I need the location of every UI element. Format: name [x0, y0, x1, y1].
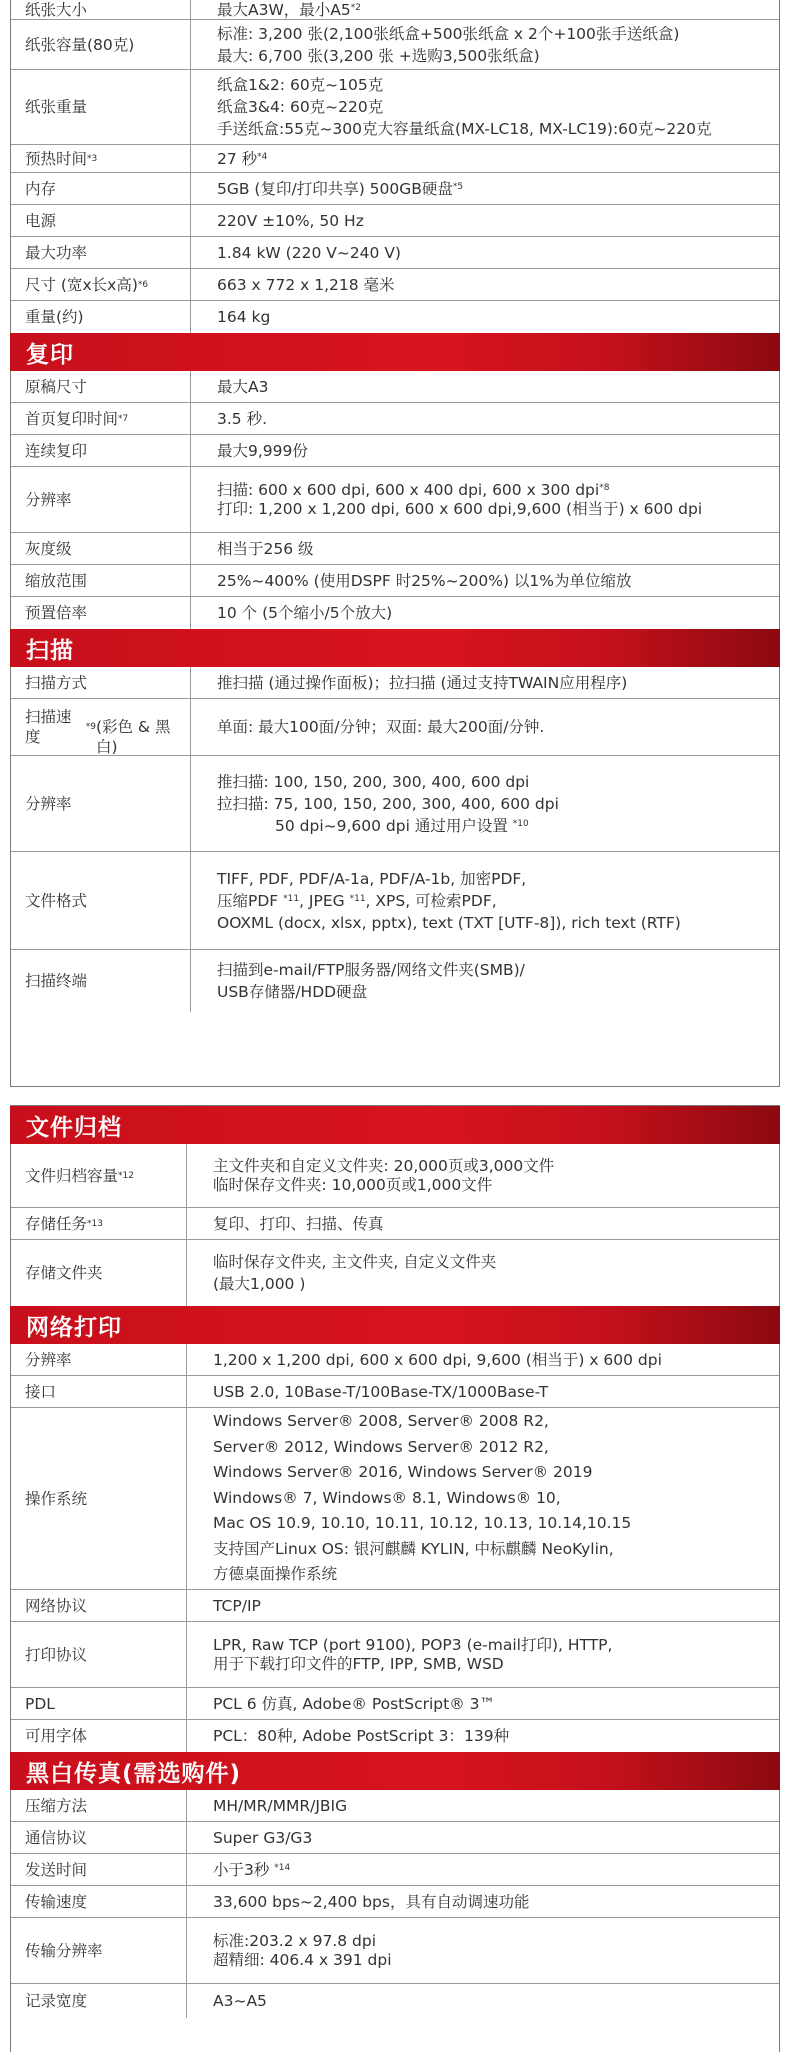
row-label: 发送时间 — [11, 1854, 187, 1885]
row-label: 分辨率 — [11, 756, 191, 851]
row-label: 扫描方式 — [11, 667, 191, 698]
row-value: Windows Server® 2008, Server® 2008 R2, — [213, 1412, 549, 1431]
section-header-filing: 文件归档 — [10, 1106, 780, 1144]
row-value: 扫描到e-mail/FTP服务器/网络文件夹(SMB)/ — [217, 961, 525, 979]
section-header-copy: 复印 — [10, 333, 780, 371]
row-value: A3~A5 — [213, 1992, 267, 2010]
row-label: 纸张容量(80克) — [11, 20, 191, 69]
row-label: 预置倍率 — [11, 597, 191, 629]
spec-row-stored-jobs — [11, 1208, 779, 1240]
section-header-fax: 黑白传真(需选购件) — [10, 1752, 780, 1790]
row-value: 方德桌面操作系统 — [213, 1565, 338, 1584]
row-label: 通信协议 — [11, 1822, 187, 1853]
row-label: 缩放范围 — [11, 565, 191, 596]
row-value: TIFF, PDF, PDF/A-1a, PDF/A-1b, 加密PDF, — [217, 869, 527, 888]
spec-row-transmission-speed — [11, 1886, 779, 1918]
spec-row-paper-capacity — [11, 20, 779, 70]
row-label: 预热时间 *3 — [11, 145, 191, 172]
spec-row-interface — [11, 1376, 779, 1408]
row-value: 相当于256 级 — [217, 539, 314, 558]
row-value: 1.84 kW (220 V~240 V) — [217, 243, 401, 262]
spec-row-paper-size — [11, 0, 779, 20]
row-label: 扫描终端 — [11, 950, 191, 1012]
spec-table-filing-print-fax — [10, 1105, 780, 2052]
spec-row-original-size — [11, 371, 779, 403]
spec-row-comm-protocol — [11, 1822, 779, 1854]
footnote-marker: *2 — [350, 2, 361, 13]
row-value: MH/MR/MMR/JBIG — [213, 1796, 348, 1815]
row-value: LPR, Raw TCP (port 9100), POP3 (e-mail打印), HTTP, — [213, 1635, 613, 1654]
row-label: 接口 — [11, 1376, 187, 1407]
spec-row-zoom-range — [11, 565, 779, 597]
spec-row-max-power — [11, 237, 779, 269]
row-label: 压缩方法 — [11, 1790, 187, 1821]
row-value: 复印、打印、扫描、传真 — [213, 1214, 384, 1233]
row-value: 33,600 bps~2,400 bps，具有自动调速功能 — [213, 1892, 530, 1911]
spec-row-scan-method — [11, 667, 779, 699]
spec-row-pdl — [11, 1688, 779, 1720]
spec-table-general — [10, 0, 780, 1087]
row-label: 电源 — [11, 205, 191, 236]
row-value: USB 2.0, 10Base-T/100Base-TX/1000Base-T — [213, 1382, 549, 1401]
row-label: 内存 — [11, 173, 191, 204]
footnote-marker: *14 — [274, 1862, 291, 1873]
spec-row-weight — [11, 301, 779, 333]
row-value: 拉扫描: 75, 100, 150, 200, 300, 400, 600 dpi — [217, 794, 559, 813]
spec-row-scan-speed — [11, 699, 779, 756]
row-label: 网络协议 — [11, 1590, 187, 1621]
row-value: 打印: 1,200 x 1,200 dpi, 600 x 600 dpi,9,600 (相当于) x 600 dpi — [217, 499, 703, 518]
row-label: 文件归档容量 *12 — [11, 1144, 187, 1207]
row-label: 操作系统 — [11, 1408, 187, 1589]
row-value: 50 dpi~9,600 dpi 通过用户设置 $^{*10}$ — [275, 816, 529, 835]
row-value: 纸盒3&4: 60克~220克 — [217, 98, 384, 116]
footnote-marker: *5 — [452, 181, 464, 192]
row-value: 推扫描: 100, 150, 200, 300, 400, 600 dpi — [217, 772, 530, 791]
row-value: 25%~400% (使用DSPF 时25%~200%) 以1%为单位缩放 — [217, 571, 632, 590]
spec-row-memory — [11, 173, 779, 205]
row-value: PCL 6 仿真, Adobe® PostScript® 3™ — [213, 1694, 496, 1713]
row-label: 传输分辨率 — [11, 1918, 187, 1983]
footnote-marker: *8 — [599, 482, 610, 493]
row-value: 手送纸盒:55克~300克大容量纸盒(MX-LC18, MX-LC19):60克~220克 — [217, 120, 712, 138]
row-value: 临时保存文件夹, 主文件夹, 自定义文件夹 — [213, 1253, 497, 1271]
row-label: 扫描速度 *9 (彩色 & 黑白) — [11, 699, 191, 755]
row-label: 重量(约) — [11, 301, 191, 333]
row-value: 支持国产Linux OS: 银河麒麟 KYLIN, 中标麒麟 NeoKylin, — [213, 1539, 614, 1558]
row-value: 主文件夹和自定义文件夹: 20,000页或3,000文件 — [213, 1156, 555, 1175]
row-value: 10 个 (5个缩小/5个放大) — [217, 604, 393, 622]
spec-row-fonts — [11, 1720, 779, 1752]
row-value: 标准:203.2 x 97.8 dpi — [213, 1931, 377, 1950]
spec-row-transmission-resolution — [11, 1918, 779, 1984]
row-label: 传输速度 — [11, 1886, 187, 1917]
row-value: 扫描: 600 x 600 dpi, 600 x 400 dpi, 600 x 300 dpi$^{*8}$ — [217, 480, 610, 499]
row-label: 最大功率 — [11, 237, 191, 268]
row-value: 临时保存文件夹: 10,000页或1,000文件 — [213, 1175, 493, 1194]
spec-row-continuous-copy — [11, 435, 779, 467]
spec-row-send-time — [11, 1854, 779, 1886]
row-value: USB存储器/HDD硬盘 — [217, 983, 368, 1001]
footnote-marker: *11 — [283, 893, 300, 904]
section-header-network-print: 网络打印 — [10, 1306, 780, 1344]
row-value: 推扫描 (通过操作面板)；拉扫描 (通过支持TWAIN应用程序) — [217, 673, 628, 692]
row-label: 存储文件夹 — [11, 1240, 187, 1306]
spec-row-storage-folders — [11, 1240, 779, 1306]
section-header-scan: 扫描 — [10, 629, 780, 667]
row-label: 文件格式 — [11, 852, 191, 949]
row-label: 打印协议 — [11, 1622, 187, 1687]
spec-row-scan-destinations — [11, 950, 779, 1087]
spec-row-file-formats — [11, 852, 779, 950]
spec-row-gray-levels — [11, 533, 779, 565]
spec-row-filing-capacity — [11, 1144, 779, 1208]
spec-row-warmup — [11, 145, 779, 173]
row-label: 原稿尺寸 — [11, 371, 191, 402]
row-value: 纸盒1&2: 60克~105克 — [217, 76, 384, 94]
row-value: 用于下载打印文件的FTP, IPP, SMB, WSD — [213, 1654, 504, 1673]
row-value: 单面: 最大100面/分钟；双面: 最大200面/分钟. — [217, 718, 545, 736]
row-value: 最大: 6,700 张(3,200 张 +选购3,500张纸盒) — [217, 46, 540, 65]
spec-row-print-protocols — [11, 1622, 779, 1688]
row-value: 最大A3 — [217, 377, 269, 396]
row-label: 灰度级 — [11, 533, 191, 564]
row-value: 3.5 秒. — [217, 409, 268, 428]
spec-row-network-protocol — [11, 1590, 779, 1622]
row-value: 超精细: 406.4 x 391 dpi — [213, 1950, 392, 1969]
row-label: 纸张大小 — [11, 0, 191, 19]
spec-row-first-copy — [11, 403, 779, 435]
row-label: 记录宽度 — [11, 1984, 187, 2018]
row-value: 最大9,999份 — [217, 441, 308, 460]
footnote-marker: *11 — [349, 893, 366, 904]
row-value: Mac OS 10.9, 10.10, 10.11, 10.12, 10.13, 10.14,10.15 — [213, 1514, 632, 1533]
row-value: 5GB (复印/打印共享) 500GB硬盘$^{*5}$ — [217, 179, 464, 198]
row-value: Windows Server® 2016, Windows Server® 2019 — [213, 1463, 593, 1482]
row-value: 小于3秒 $^{*14}$ — [213, 1860, 291, 1879]
row-label: 首页复印时间 *7 — [11, 403, 191, 434]
row-label: 存储任务 *13 — [11, 1208, 187, 1239]
spec-row-compression — [11, 1790, 779, 1822]
row-value: 663 x 772 x 1,218 毫米 — [217, 275, 395, 294]
row-value: (最大1,000 ) — [213, 1275, 306, 1293]
footnote-marker: *4 — [257, 151, 268, 162]
footnote-marker: *10 — [512, 818, 529, 829]
row-value: 27 秒$^{*4}$ — [217, 149, 268, 168]
row-value: 220V ±10%, 50 Hz — [217, 211, 364, 230]
row-value: 最大A3W，最小A5$^{*2}$ — [217, 0, 361, 19]
row-label: 分辨率 — [11, 467, 191, 532]
spec-row-preset-ratios — [11, 597, 779, 629]
spec-row-recording-width — [11, 1984, 779, 2053]
spec-row-scan-resolution — [11, 756, 779, 852]
row-value: 压缩PDF $^{*11}$, JPEG $^{*11}$, XPS, 可检索PDF, — [217, 891, 497, 910]
spec-row-dimensions — [11, 269, 779, 301]
row-label: 连续复印 — [11, 435, 191, 466]
row-label: 尺寸 (宽x长x高) *6 — [11, 269, 191, 300]
row-value: TCP/IP — [213, 1596, 261, 1615]
spec-row-power-supply — [11, 205, 779, 237]
row-label: 分辨率 — [11, 1344, 187, 1375]
spec-row-print-resolution — [11, 1344, 779, 1376]
spec-row-copy-resolution — [11, 467, 779, 533]
row-value: OOXML (docx, xlsx, pptx), text (TXT [UTF-8]), rich text (RTF) — [217, 913, 681, 932]
row-value: 1,200 x 1,200 dpi, 600 x 600 dpi, 9,600 (相当于) x 600 dpi — [213, 1350, 662, 1369]
row-value: 标准: 3,200 张(2,100张纸盒+500张纸盒 x 2个+100张手送纸盒) — [217, 24, 680, 43]
spec-row-operating-systems — [11, 1408, 779, 1590]
row-value: Windows® 7, Windows® 8.1, Windows® 10, — [213, 1488, 561, 1507]
row-value: Super G3/G3 — [213, 1828, 313, 1847]
spec-row-paper-weight — [11, 70, 779, 145]
row-value: 164 kg — [217, 308, 271, 326]
row-value: Server® 2012, Windows Server® 2012 R2, — [213, 1437, 549, 1456]
row-label: 纸张重量 — [11, 70, 191, 144]
row-value: PCL：80种, Adobe PostScript 3：139种 — [213, 1727, 510, 1745]
row-label: PDL — [11, 1688, 187, 1719]
row-label: 可用字体 — [11, 1720, 187, 1752]
